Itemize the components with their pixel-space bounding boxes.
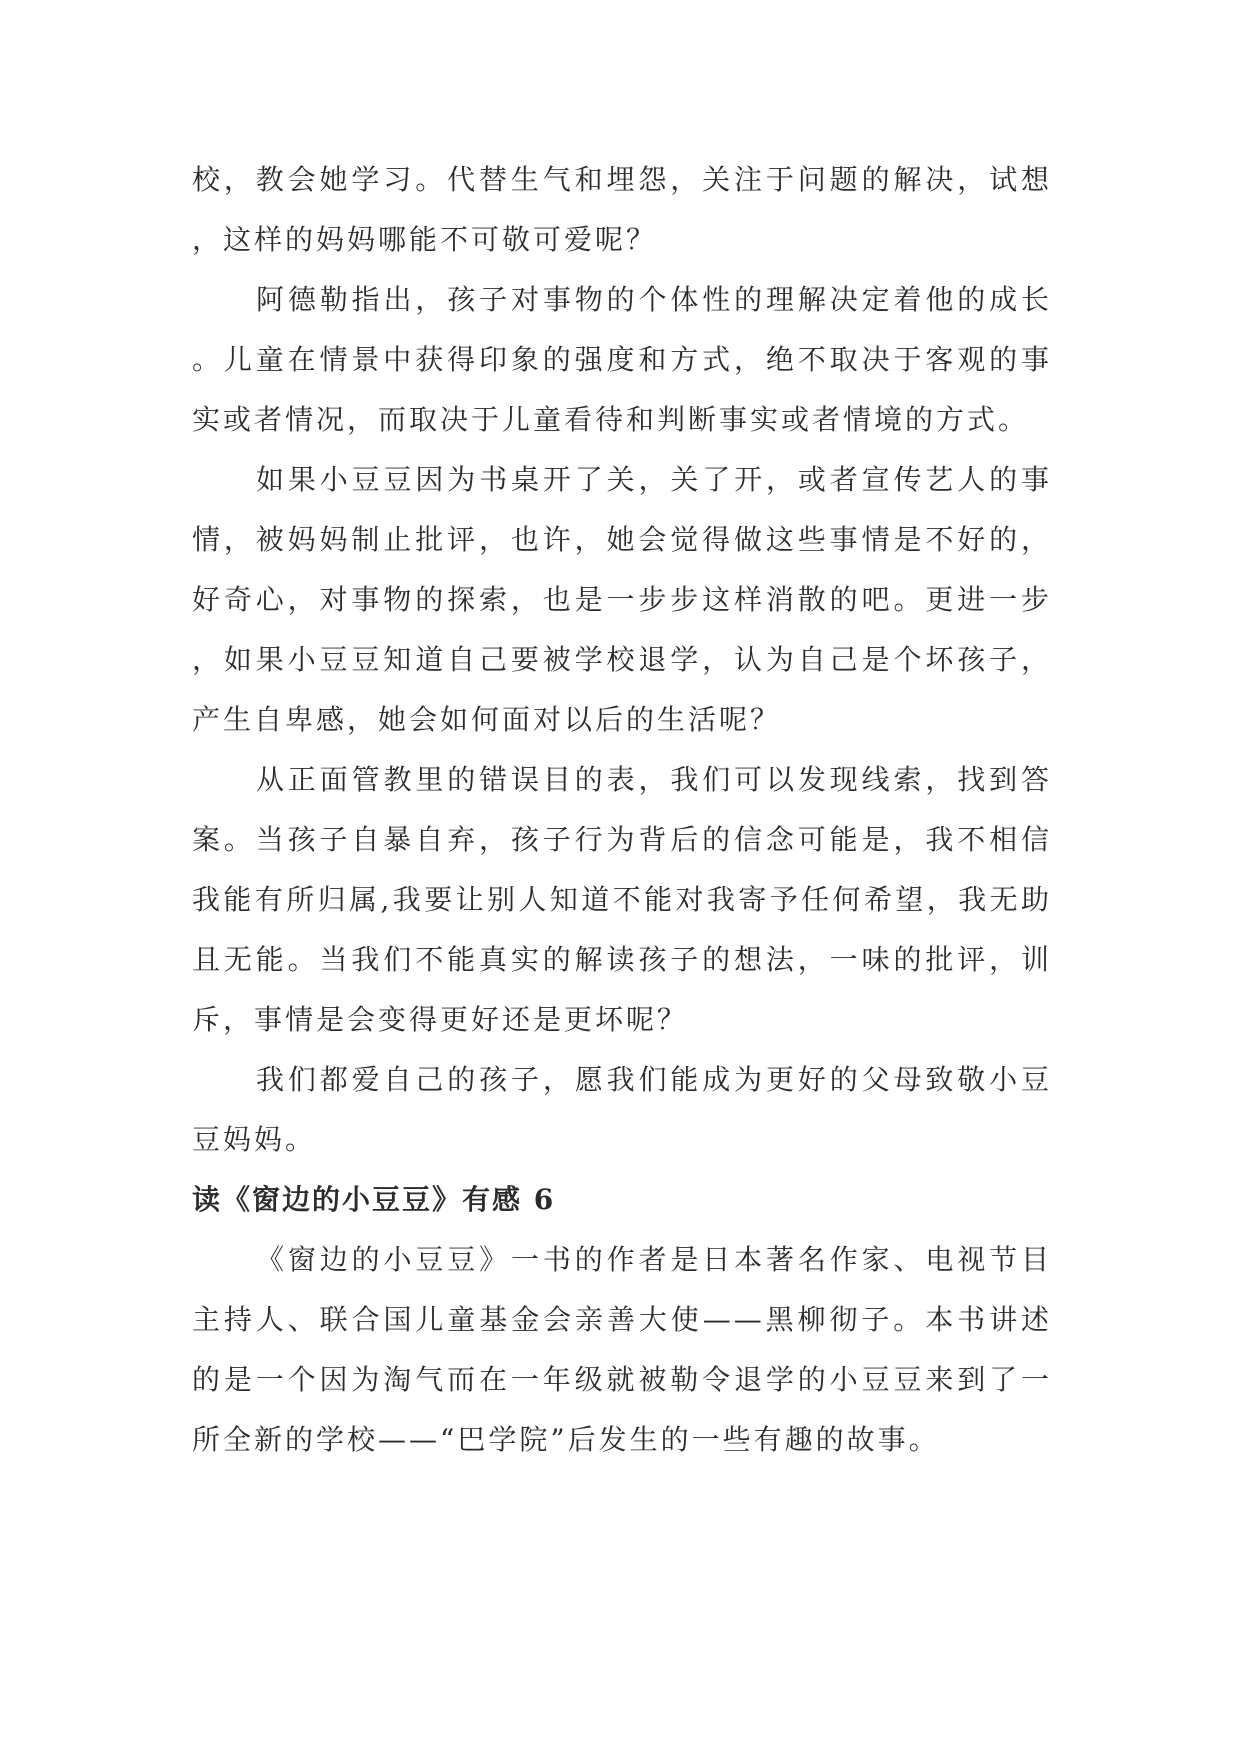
paragraph-3: 如果小豆豆因为书桌开了关，关了开，或者宣传艺人的事情，被妈妈制止批评，也许，她会觉得做这些事情是不好的，好奇心，对事物的探索，也是一步步这样消散的吧。更进一步，如果小豆豆知道自己要被学校退学，认为自己是个坏孩子，产生自卑感，她会如何面对以后的生活呢？ [192,463,1052,736]
paragraph-4: 从正面管教里的错误目的表，我们可以发现线索，找到答案。当孩子自暴自弃，孩子行为背后的信念可能是，我不相信我能有所归属,我要让别人知道不能对我寄予任何希望，我无助且无能。当我们不能真实的解读孩子的想法，一味的批评，训斥，事情是会变得更好还是更坏呢？ [192,763,1052,1036]
paragraph-2: 阿德勒指出，孩子对事物的个体性的理解决定着他的成长。儿童在情景中获得印象的强度和方式，绝不取决于客观的事实或者情况，而取决于儿童看待和判断事实或者情境的方式。 [192,283,1052,436]
paragraph-5: 我们都爱自己的孩子，愿我们能成为更好的父母致敬小豆豆妈妈。 [192,1063,1052,1156]
document-body [192,150,1052,1470]
paragraph-1: 校，教会她学习。代替生气和埋怨，关注于问题的解决，试想，这样的妈妈哪能不可敬可爱呢？ [192,163,1052,256]
section-title: 读《窗边的小豆豆》有感 6 [192,1183,556,1216]
section-paragraph-1: 《窗边的小豆豆》一书的作者是日本著名作家、电视节目主持人、联合国儿童基金会亲善大使——黑柳彻子。本书讲述的是一个因为淘气而在一年级就被勒令退学的小豆豆来到了一所全新的学校——“巴学院”后发生的一些有趣的故事。 [192,1243,1052,1456]
